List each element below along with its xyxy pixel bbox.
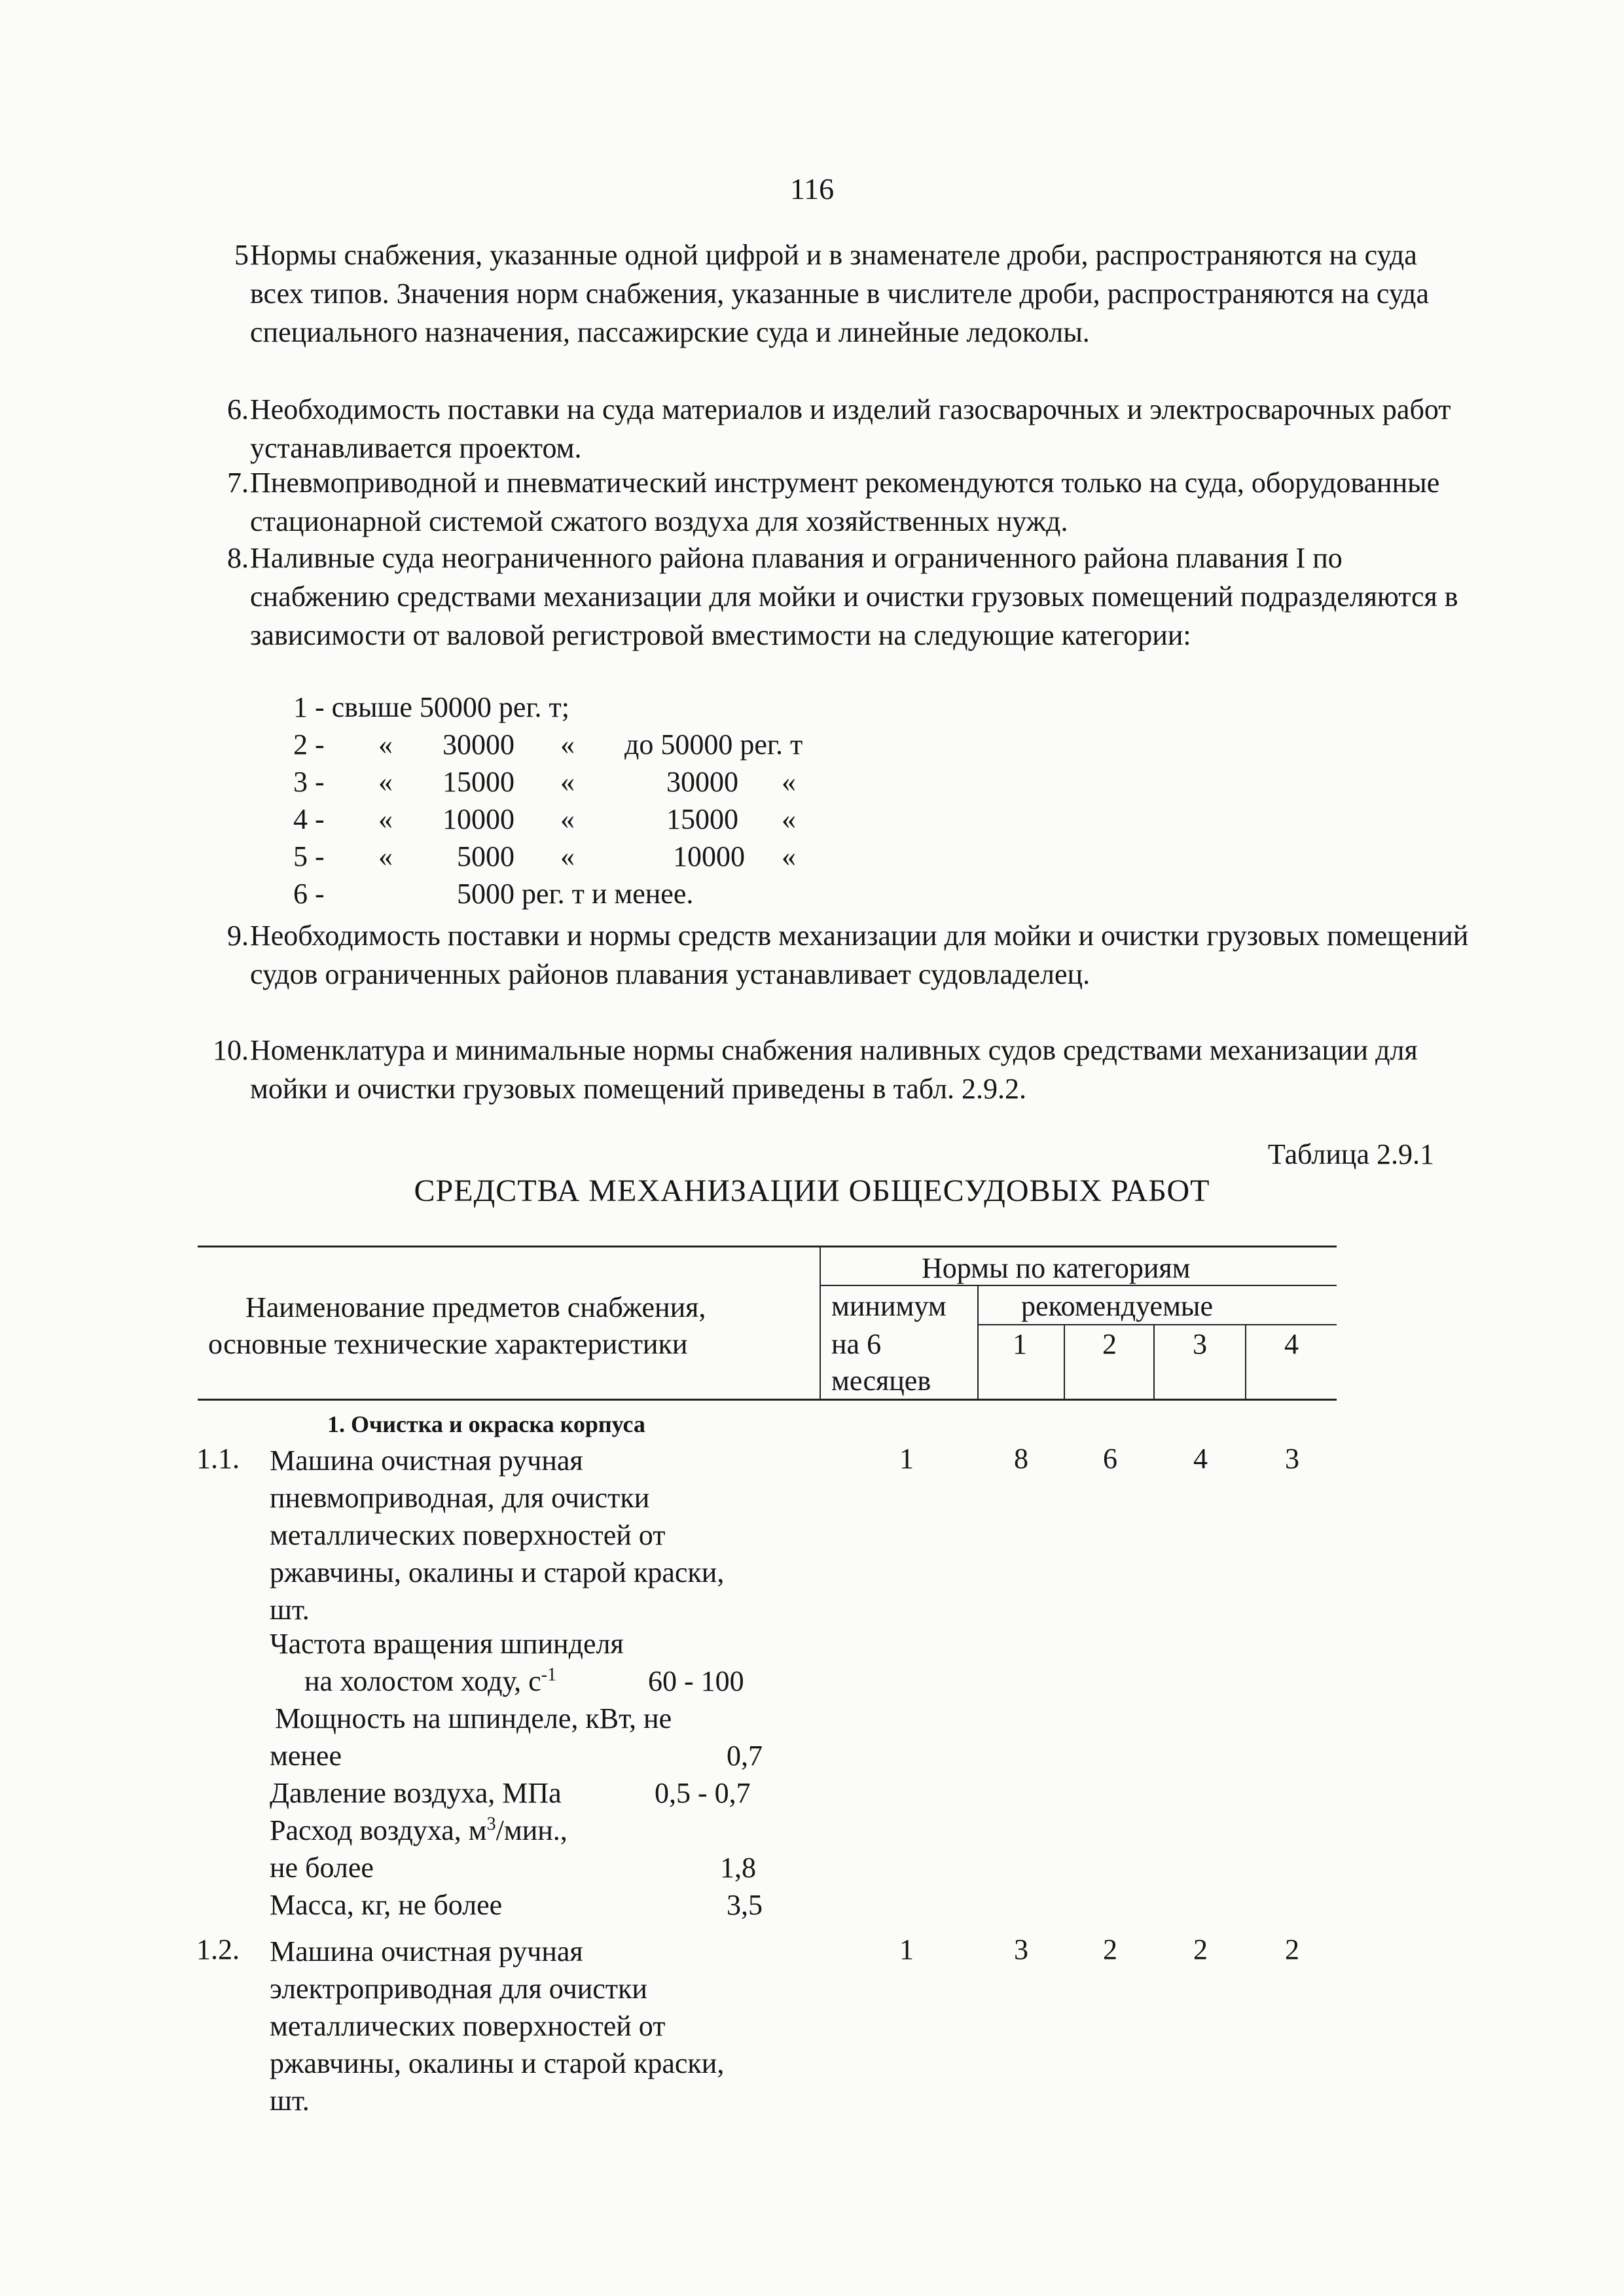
item-line: металлических поверхностей от	[270, 1519, 666, 1551]
value-category-4: 3	[1285, 1443, 1299, 1475]
category-number: 2 -	[293, 728, 325, 761]
spec-label: Расход воздуха, $м^3$/мин.,	[270, 1814, 568, 1846]
spec-label: Мощность на шпинделе, кВт, не	[275, 1702, 672, 1734]
ditto-mark: «	[782, 840, 796, 872]
note-text: Номенклатура и минимальные нормы снабжения наливных судов средствами механизации для мойки и очистки грузовых помещений приведены в табл. 2.9.2.	[250, 1034, 1418, 1105]
ditto-mark: «	[378, 728, 393, 761]
value-category-1: 3	[1014, 1933, 1028, 1965]
note-text: Нормы снабжения, указанные одной цифрой и в знаменателе дроби, распространяются на суда всех типов. Значения норм снабжения, указанные в числителе дроби, распространяются на суда специального назначения, пассажирские суда и линейные ледоколы.	[250, 239, 1429, 348]
header-category-3: 3	[1193, 1328, 1207, 1360]
note-number: 8.	[227, 542, 249, 574]
header-minimum: месяцев	[831, 1365, 931, 1397]
category-number: 6 -	[293, 878, 325, 910]
header-name-line: Наименование предметов снабжения,	[245, 1291, 706, 1323]
spec-value: 1,8	[720, 1852, 756, 1884]
note-5	[203, 236, 1473, 351]
note-7	[203, 463, 1473, 541]
category-row	[293, 765, 948, 802]
ditto-mark: «	[378, 766, 393, 798]
ditto-mark: «	[560, 766, 575, 798]
category-number: 3 -	[293, 766, 325, 798]
header-norms: Нормы по категориям	[922, 1252, 1191, 1284]
category-list	[293, 691, 948, 914]
header-minimum: минимум	[831, 1290, 947, 1322]
item-line: ржавчины, окалины и старой краски,	[270, 1556, 725, 1588]
note-number: 10.	[213, 1034, 249, 1066]
note-number: 5	[234, 239, 249, 271]
header-category-2: 2	[1102, 1328, 1117, 1360]
value-category-4: 2	[1285, 1933, 1299, 1965]
category-from: 30000	[442, 728, 514, 761]
column-divider	[977, 1285, 979, 1399]
category-from: 5000 рег. т и менее.	[457, 878, 694, 910]
norms-rule	[820, 1285, 1337, 1286]
spec-value: 60 - 100	[648, 1665, 744, 1697]
category-from: 5000	[457, 840, 514, 872]
spec-value: 3,5	[727, 1889, 763, 1921]
item-line: шт.	[270, 1594, 310, 1626]
category-from: 10000	[442, 803, 514, 835]
table-caption: Таблица 2.9.1	[1267, 1138, 1434, 1170]
note-9	[203, 916, 1473, 994]
category-to: до 50000 рег. т	[624, 728, 803, 761]
value-category-3: 2	[1193, 1933, 1208, 1965]
category-number: 5 -	[293, 840, 325, 872]
ditto-mark: «	[782, 803, 796, 835]
category-row	[293, 840, 948, 877]
header-name-line: основные технические характеристики	[208, 1328, 688, 1360]
item-line: пневмоприводная, для очистки	[270, 1482, 650, 1514]
note-text: Наливные суда неограниченного района плавания и ограниченного района плавания I по снабжению средствами механизации для мойки и очистки грузовых помещений подразделяются в зависимости от валовой регистровой вместимости на следующие категории:	[250, 542, 1458, 651]
item-line: ржавчины, окалины и старой краски,	[270, 2047, 725, 2079]
item-description	[270, 1442, 806, 1628]
table-top-rule	[198, 1246, 1337, 1247]
category-row	[293, 802, 948, 840]
table-title: СРЕДСТВА МЕХАНИЗАЦИИ ОБЩЕСУДОВЫХ РАБОТ	[414, 1174, 1210, 1208]
column-divider	[1153, 1324, 1155, 1399]
category-to: 30000	[666, 766, 738, 798]
ditto-mark: «	[560, 728, 575, 761]
row-number: 1.2.	[196, 1933, 240, 1965]
section-title: 1. Очистка и окраска корпуса	[327, 1411, 645, 1437]
ditto-mark: «	[378, 840, 393, 872]
item-line: Машина очистная ручная	[270, 1444, 583, 1477]
item-line: электроприводная для очистки	[270, 1973, 647, 2005]
spec-label: не более	[270, 1852, 374, 1884]
row-number: 1.1.	[196, 1443, 240, 1475]
item-line: Машина очистная ручная	[270, 1935, 583, 1967]
category-to: 15000	[666, 803, 738, 835]
spec-value: 0,7	[727, 1740, 763, 1772]
item-description	[270, 1933, 806, 2119]
header-minimum: на 6	[831, 1328, 882, 1360]
value-category-1: 8	[1014, 1443, 1028, 1475]
ditto-mark: «	[560, 803, 575, 835]
item-line: металлических поверхностей от	[270, 2010, 666, 2042]
page-number: 116	[789, 172, 835, 206]
note-text: Необходимость поставки и нормы средств механизации для мойки и очистки грузовых помещений судов ограниченных районов плавания устанавливает судовладелец.	[250, 920, 1469, 990]
ditto-mark: «	[560, 840, 575, 872]
value-minimum: 1	[899, 1933, 914, 1965]
spec-value: 0,5 - 0,7	[655, 1777, 751, 1809]
note-number: 7.	[227, 467, 249, 499]
spec-label: менее	[270, 1740, 342, 1772]
table-header-bottom-rule	[198, 1399, 1337, 1401]
ditto-mark: «	[378, 803, 393, 835]
spec-label: Частота вращения шпинделя	[270, 1628, 624, 1660]
category-from: 15000	[442, 766, 514, 798]
header-category-4: 4	[1284, 1328, 1299, 1360]
column-divider	[1064, 1324, 1065, 1399]
note-text: Пневмоприводной и пневматический инструмент рекомендуются только на суда, оборудованные стационарной системой сжатого воздуха для хозяйственных нужд.	[250, 467, 1440, 537]
column-divider	[820, 1246, 821, 1399]
value-category-2: 6	[1103, 1443, 1117, 1475]
note-text: Необходимость поставки на суда материалов и изделий газосварочных и электросварочных работ устанавливается проектом.	[250, 393, 1451, 464]
note-number: 6.	[227, 393, 249, 425]
category-number: 1 - свыше 50000 рег. т;	[293, 691, 569, 723]
item-line: шт.	[270, 2085, 310, 2117]
note-number: 9.	[227, 920, 249, 952]
category-number: 4 -	[293, 803, 325, 835]
value-minimum: 1	[899, 1443, 914, 1475]
spec-label: на холостом ходу, $с^{-1}$	[304, 1664, 556, 1697]
category-row	[293, 691, 948, 728]
category-row	[293, 877, 948, 914]
header-recommended: рекомендуемые	[1021, 1290, 1214, 1322]
spec-label: Давление воздуха, МПа	[270, 1777, 562, 1809]
value-category-2: 2	[1103, 1933, 1117, 1965]
category-row	[293, 728, 948, 765]
note-8	[203, 539, 1473, 655]
recommended-rule	[977, 1324, 1337, 1325]
category-to: 10000	[673, 840, 745, 872]
header-category-1: 1	[1013, 1328, 1027, 1360]
column-divider	[1245, 1324, 1246, 1399]
note-6	[203, 390, 1473, 467]
ditto-mark: «	[782, 766, 796, 798]
spec-label: Масса, кг, не более	[270, 1889, 503, 1921]
value-category-3: 4	[1193, 1443, 1208, 1475]
note-10	[203, 1031, 1473, 1108]
